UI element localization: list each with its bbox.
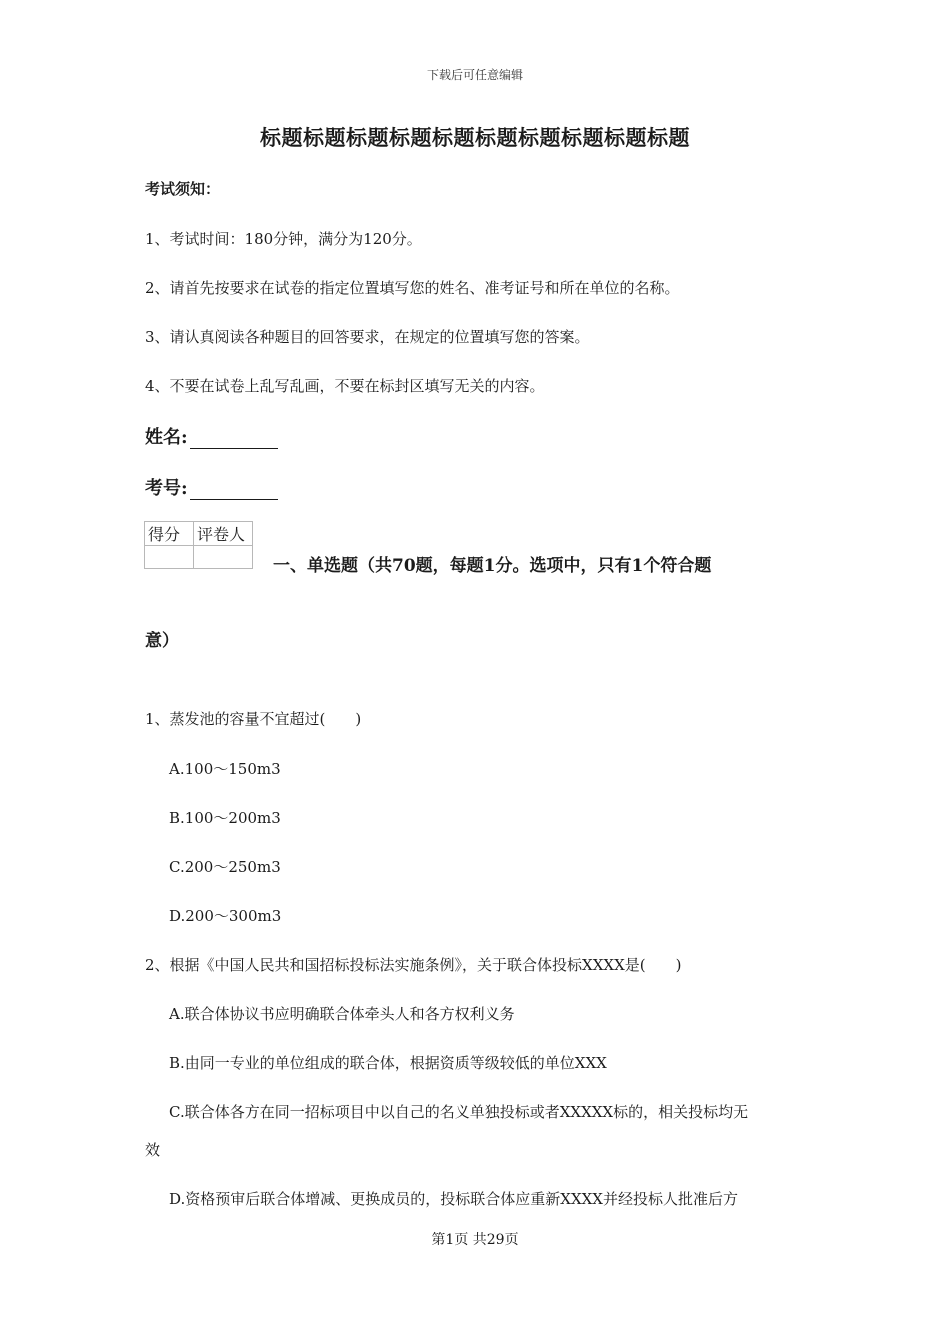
section-title: 一、单选题（共70题，每题1分。选项中，只有1个符合题: [273, 556, 712, 576]
name-blank-line[interactable]: [190, 428, 278, 449]
question-stem: 2、根据《中国人民共和国招标投标法实施条例》，关于联合体投标XXXX是( ): [145, 956, 682, 974]
header-note: 下载后可任意编辑: [426, 68, 523, 82]
id-label: 考号:: [145, 478, 188, 499]
name-field: [145, 423, 278, 449]
id-field: [145, 474, 278, 500]
question-option[interactable]: C.200～250m3: [169, 858, 281, 876]
section-title-continued: 意）: [145, 631, 179, 651]
notice-item: 4、不要在试卷上乱写乱画，不要在标封区填写无关的内容。: [145, 377, 545, 395]
score-cell[interactable]: [145, 546, 194, 569]
score-table: [144, 521, 253, 569]
grader-cell[interactable]: [194, 546, 253, 569]
id-blank-line[interactable]: [190, 479, 278, 500]
question-option[interactable]: D.资格预审后联合体增减、更换成员的，投标联合体应重新XXXX并经投标人批准后方: [169, 1190, 738, 1208]
question-option[interactable]: C.联合体各方在同一招标项目中以自己的名义单独投标或者XXXXX标的，相关投标均无: [169, 1103, 749, 1121]
question-option[interactable]: D.200～300m3: [169, 907, 282, 925]
question-stem: 1、蒸发池的容量不宜超过( ): [145, 710, 362, 728]
notice-item: 1、考试时间：180分钟，满分为120分。: [145, 230, 422, 248]
notice-item: 3、请认真阅读各种题目的回答要求，在规定的位置填写您的答案。: [145, 328, 590, 346]
document-title: 标题标题标题标题标题标题标题标题标题标题: [260, 125, 690, 150]
question-option[interactable]: A.100～150m3: [169, 760, 281, 778]
question-option[interactable]: A.联合体协议书应明确联合体牵头人和各方权利义务: [169, 1005, 515, 1023]
question-option[interactable]: B.100～200m3: [169, 809, 281, 827]
page-footer: 第1页 共29页: [431, 1232, 519, 1248]
name-label: 姓名:: [145, 427, 188, 448]
question-option[interactable]: B.由同一专业的单位组成的联合体，根据资质等级较低的单位XXX: [169, 1054, 607, 1072]
question-option-continued: 效: [145, 1141, 161, 1159]
notice-item: 2、请首先按要求在试卷的指定位置填写您的姓名、准考证号和所在单位的名称。: [145, 279, 680, 297]
notice-heading: 考试须知：: [145, 180, 221, 198]
grader-header: 评卷人: [194, 522, 253, 546]
score-header: 得分: [145, 522, 194, 546]
